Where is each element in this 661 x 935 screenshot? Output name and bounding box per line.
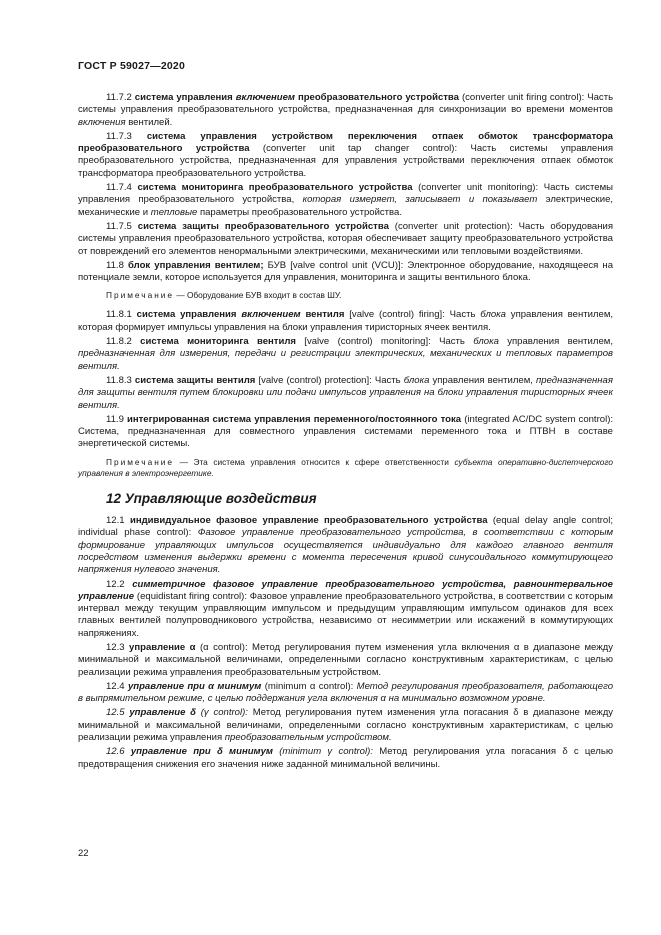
clause-number: 12.2 [106,578,125,590]
page-content [78,92,613,773]
definition: [valve (control) protection]: Часть [258,374,401,386]
clause-number: 11.9 [106,413,124,425]
term-emphasis: включением [235,92,295,103]
definition: (equidistant firing control): Фазовое управление преобразовательного устройства, в соответствии с которым интервал между текущим управляющим импульсом и предыдущим управляющим импульсом одинаков для всех главных вентилей полупроводникового устройства, независимо от несимметрии или искажений в коммутирующих напряжениях. [78,590,613,639]
definition-emphasis: тепловые [150,206,198,218]
definition-emphasis: которая измеряет, записывает и показывает [302,194,538,206]
definition-emphasis: преобразовательным устройством. [224,732,392,744]
term: система управления [136,309,237,321]
clause-11-7-5 [78,221,613,258]
note-text: — Оборудование БУВ входит в состав ШУ. [176,290,342,301]
clause-number: 12.3 [106,641,125,653]
definition-emphasis: (minimum γ control): [279,746,373,758]
term: система защиты преобразовательного устройства [137,220,389,232]
definition: (equal delay angle control; individual phase control): [78,515,613,539]
definition: БУВ [valve control unit (VCU)]: Электронное оборудование, находящееся на потенциале земли, которое используется для управления, мониторинга и защиты вентильного блока. [78,259,614,284]
clause-12-3 [78,642,613,679]
term: интегрированная система управления переменного/постоянного тока [126,413,462,425]
clause-12-4 [78,681,613,706]
definition-emphasis: Метод регулирования преобразователя, работающего в выпрямительном режиме, с целью поддержания угла включения α на минимально возможном уровне. [78,680,614,705]
definition: (integrated AC/DC system control): Система, предназначенная для совместного управления системами переменного тока и ПТВН в составе энергетической системы. [78,413,614,450]
document-header: ГОСТ Р 59027—2020 [78,60,186,72]
term: преобразовательного устройства [297,92,459,103]
definition: электрические, механические и [78,194,614,218]
term: симметричное фазовое управление преобразовательного устройства, равноинтервальное управление [78,578,613,602]
section-title: 12 Управляющие воздействия [106,490,317,506]
clause-number: 12.5 [106,707,125,719]
term: индивидуальное фазовое управление преобразовательного устройства [129,515,488,527]
definition-emphasis: (γ control): [200,707,248,719]
term: система управления устройством переключения отпаек обмоток трансформатора преобразовательного устройства [78,130,613,155]
note-bvu [78,290,613,301]
definition-emphasis: блока [480,309,506,321]
clause-number: 11.7.5 [106,220,132,232]
clause-number: 11.8.3 [106,374,132,386]
term: управление δ [129,707,196,719]
term: система защиты вентиля [134,374,256,386]
note-text: — Эта система управления относится к сфере ответственности [179,456,449,467]
definition: управления вентилем, которая формирует импульсы управления на блоки управления тиристорных ячеек вентиля. [78,309,614,333]
clause-number: 11.8 [106,259,124,271]
definition-emphasis: предназначенная для защиты вентиля путем блокировки или подачи импульсов управления на блоки управления тиристорных ячеек вентиля. [78,374,613,411]
note-integrated-system [78,457,613,479]
clause-number: 12.4 [106,680,125,692]
clause-12-5 [78,707,613,744]
term: управление при α минимум [127,680,262,692]
clause-12-1 [78,515,613,576]
definition-emphasis: блока [403,374,430,386]
definition: (converter unit firing control): Часть системы управления преобразовательного устройства, предназначенная для синхронизации во времени моментов [78,92,614,116]
term: система управления [134,92,233,103]
definition: (converter unit monitoring): Часть системы управления преобразовательного устройства, [78,182,613,206]
clause-number: 11.7.2 [106,92,132,103]
term: блок управления вентилем; [127,259,264,271]
clause-12-6 [78,746,613,771]
definition-emphasis: Фазовое управление преобразовательного устройства, в соответствии с которым формирование управляющих импульсов осуществляется индивидуально для каждого главного вентиля посредством изменения выдержки времени с момента пересечения кривой синусоидального коммутирующего напряжения нулевого значения. [78,527,614,576]
definition: [valve (control) monitoring]: Часть [304,336,465,348]
clause-number: 11.7.4 [106,182,132,194]
clause-number: 11.8.1 [106,309,132,321]
note-label: Примечание [106,290,175,301]
clause-11-7-3 [78,131,613,180]
clause-number: 11.7.3 [106,130,132,142]
clause-11-8-2 [78,336,613,373]
clause-11-8 [78,260,613,285]
definition: Метод регулирования угла погасания δ с целью предотвращения снижения его значения ниже заданной минимальной величины. [78,746,613,770]
definition: (converter unit protection): Часть оборудования системы управления преобразовательного устройства, которая обеспечивает защиту преобразовательного устройства от повреждений его элементов ненормальными электрическими, механическими или тепловыми воздействиями. [78,220,614,257]
definition: Метод регулирования путем изменения угла погасания δ в диапазоне между минимальной и максимальной величинами, определенными согласно конструктивным характеристикам, с целью реализации режима управления [78,707,614,744]
definition: управления вентилем, [432,374,533,386]
clause-11-8-3 [78,375,613,412]
definition-emphasis: предназначенная для измерения, передачи и регистрации электрических, механических и тепловых параметров вентиля. [78,348,613,372]
note-text-emphasis: субъекта оперативно-диспетчерского управления в электроэнергетике. [78,456,613,478]
term-emphasis: включением [241,309,301,321]
definition: параметры преобразовательного устройства. [199,206,402,218]
term: управление α [129,641,196,653]
definition: вентилей. [128,116,173,128]
definition-emphasis: включения [78,116,126,128]
clause-12-2 [78,579,613,640]
clause-11-9 [78,414,613,451]
definition: (converter unit tap changer control): Часть системы управления преобразовательного устройства, предназначенная для управления устройствами переключения отпаек обмоток трансформатора преобразовательного устройства. [78,143,614,179]
clause-number: 12.6 [106,746,125,758]
clause-number: 11.8.2 [106,336,132,348]
clause-11-7-2 [78,92,613,129]
term: система мониторинга преобразовательного устройства [137,182,413,194]
definition: [valve (control) firing]: Часть [349,309,476,321]
note-label: Примечание [106,456,175,467]
definition: управления вентилем, [507,336,613,348]
clause-11-7-4 [78,182,613,219]
term: вентиля [305,309,345,321]
page-number: 22 [78,848,89,859]
term: система мониторинга вентиля [140,336,296,348]
term: управление при δ минимум [130,746,273,758]
clause-number: 12.1 [106,515,125,527]
definition: (minimum α control): [264,680,354,692]
definition: (α control): Метод регулирования путем изменения угла включения α в диапазоне между минимальной и максимальной величинами, определенными согласно конструктивным характеристикам, с целью реализации режима управления преобразовательным устройством. [78,641,613,678]
definition-emphasis: блока [473,336,499,348]
clause-11-8-1 [78,309,613,334]
